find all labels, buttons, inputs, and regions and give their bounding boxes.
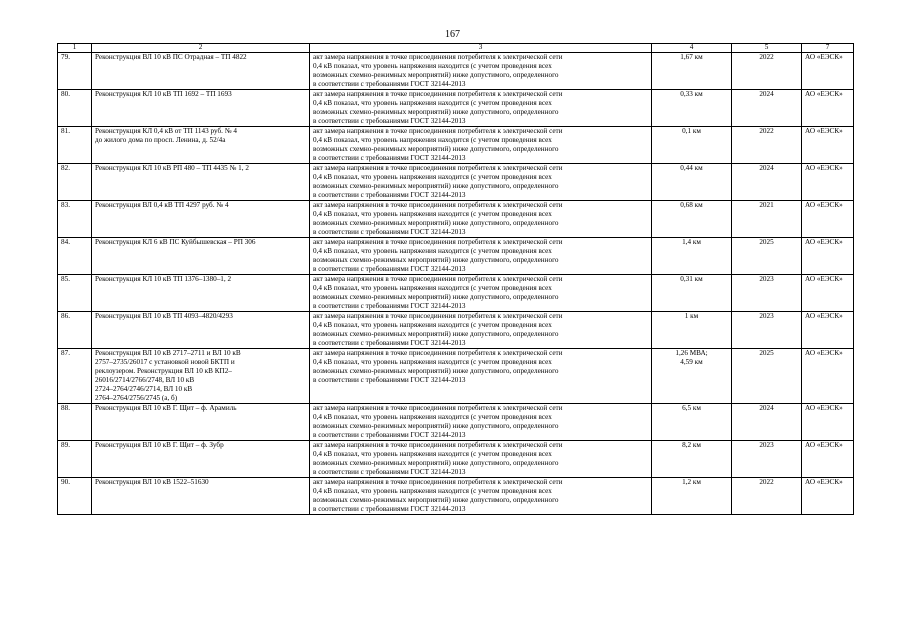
justification-line: возможных схемно-режимных мероприятий) ниже допустимого, определенного xyxy=(313,218,559,227)
organization-cell: АО «ЕЭСК» xyxy=(802,348,854,403)
object-name-line: 2757–2735/26017 с установкой новой БКТП и xyxy=(95,357,235,366)
justification-line: возможных схемно-режимных мероприятий) ниже допустимого, определенного xyxy=(313,292,559,301)
row-number-cell: 79. xyxy=(58,52,92,89)
table-row xyxy=(58,311,854,348)
object-name-cell xyxy=(92,440,310,477)
table-row xyxy=(58,126,854,163)
table-row xyxy=(58,89,854,126)
justification-line: 0,4 кВ показал, что уровень напряжения находится (с учетом проведения всех xyxy=(313,320,552,329)
justification-line: возможных схемно-режимных мероприятий) ниже допустимого, определенного xyxy=(313,107,559,116)
object-name-line: Реконструкция ВЛ 10 кВ 2717–2711 и ВЛ 10 кВ xyxy=(95,348,241,357)
object-name-line: 2724–2764/2746/2714, ВЛ 10 кВ xyxy=(95,384,193,393)
row-number-cell: 87. xyxy=(58,348,92,403)
object-name-line: реклоузером. Реконструкция ВЛ 10 кВ КП2– xyxy=(95,366,232,375)
column-header-2: 2 xyxy=(92,44,310,53)
justification-line: 0,4 кВ показал, что уровень напряжения находится (с учетом проведения всех xyxy=(313,449,552,458)
organization-cell: АО «ЕЭСК» xyxy=(802,477,854,514)
row-number-cell: 89. xyxy=(58,440,92,477)
justification-cell xyxy=(310,163,652,200)
justification-cell xyxy=(310,200,652,237)
object-name-line: Реконструкция КЛ 10 кВ ТП 1376–1380–1, 2 xyxy=(95,274,232,283)
column-header-1: 1 xyxy=(58,44,92,53)
justification-line: возможных схемно-режимных мероприятий) ниже допустимого, определенного xyxy=(313,181,559,190)
capacity-line: 1,26 МВА; xyxy=(675,348,708,357)
justification-line: 0,4 кВ показал, что уровень напряжения находится (с учетом проведения всех xyxy=(313,61,552,70)
capacity-cell xyxy=(652,403,732,440)
table-row xyxy=(58,274,854,311)
row-number-cell: 82. xyxy=(58,163,92,200)
row-number-cell: 85. xyxy=(58,274,92,311)
table-row xyxy=(58,440,854,477)
row-number-cell: 83. xyxy=(58,200,92,237)
column-number-row xyxy=(58,44,854,53)
organization-cell: АО «ЕЭСК» xyxy=(802,52,854,89)
organization-cell: АО «ЕЭСК» xyxy=(802,89,854,126)
year-cell: 2023 xyxy=(732,311,802,348)
capacity-line: 0,44 км xyxy=(680,163,703,172)
justification-line: возможных схемно-режимных мероприятий) ниже допустимого, определенного xyxy=(313,144,559,153)
capacity-cell xyxy=(652,440,732,477)
justification-line: в соответствии с требованиями ГОСТ 32144-2013 xyxy=(313,430,466,439)
row-number-cell: 88. xyxy=(58,403,92,440)
organization-cell: АО «ЕЭСК» xyxy=(802,311,854,348)
justification-line: возможных схемно-режимных мероприятий) ниже допустимого, определенного xyxy=(313,255,559,264)
capacity-cell xyxy=(652,311,732,348)
justification-cell xyxy=(310,477,652,514)
justification-line: возможных схемно-режимных мероприятий) ниже допустимого, определенного xyxy=(313,329,559,338)
capacity-line: 0,31 км xyxy=(680,274,703,283)
object-name-cell xyxy=(92,126,310,163)
object-name-cell xyxy=(92,348,310,403)
row-number-cell: 81. xyxy=(58,126,92,163)
justification-line: акт замера напряжения в точке присоединения потребителя к электрической сети xyxy=(313,52,563,61)
justification-line: акт замера напряжения в точке присоединения потребителя к электрической сети xyxy=(313,163,563,172)
organization-cell: АО «ЕЭСК» xyxy=(802,126,854,163)
object-name-cell xyxy=(92,237,310,274)
object-name-cell xyxy=(92,274,310,311)
justification-line: в соответствии с требованиями ГОСТ 32144-2013 xyxy=(313,227,466,236)
column-header-3: 3 xyxy=(310,44,652,53)
justification-line: возможных схемно-режимных мероприятий) ниже допустимого, определенного xyxy=(313,458,559,467)
justification-cell xyxy=(310,311,652,348)
row-number-cell: 80. xyxy=(58,89,92,126)
capacity-cell xyxy=(652,200,732,237)
year-cell: 2024 xyxy=(732,163,802,200)
capacity-cell xyxy=(652,477,732,514)
justification-line: в соответствии с требованиями ГОСТ 32144-2013 xyxy=(313,79,466,88)
year-cell: 2022 xyxy=(732,126,802,163)
table-body xyxy=(58,52,854,514)
justification-line: 0,4 кВ показал, что уровень напряжения находится (с учетом проведения всех xyxy=(313,135,552,144)
year-cell: 2024 xyxy=(732,403,802,440)
justification-line: в соответствии с требованиями ГОСТ 32144-2013 xyxy=(313,338,466,347)
capacity-cell xyxy=(652,52,732,89)
justification-line: в соответствии с требованиями ГОСТ 32144-2013 xyxy=(313,504,466,513)
table-row xyxy=(58,348,854,403)
justification-line: в соответствии с требованиями ГОСТ 32144-2013 xyxy=(313,153,466,162)
object-name-line: Реконструкция КЛ 0,4 кВ от ТП 1143 руб. № 4 xyxy=(95,126,238,135)
year-cell: 2021 xyxy=(732,200,802,237)
capacity-line: 1,4 км xyxy=(682,237,701,246)
justification-line: акт замера напряжения в точке присоединения потребителя к электрической сети xyxy=(313,403,563,412)
justification-line: 0,4 кВ показал, что уровень напряжения находится (с учетом проведения всех xyxy=(313,209,552,218)
object-name-line: Реконструкция КЛ 6 кВ ПС Куйбышевская – РП 306 xyxy=(95,237,256,246)
capacity-cell xyxy=(652,237,732,274)
column-header-5: 5 xyxy=(732,44,802,53)
object-name-cell xyxy=(92,163,310,200)
organization-cell: АО «ЕЭСК» xyxy=(802,440,854,477)
object-name-line: Реконструкция КЛ 10 кВ РП 480 – ТП 4435 № 1, 2 xyxy=(95,163,249,172)
row-number-cell: 84. xyxy=(58,237,92,274)
object-name-cell xyxy=(92,477,310,514)
object-name-line: Реконструкция ВЛ 10 кВ Г. Щит – ф. Зубр xyxy=(95,440,224,449)
justification-line: акт замера напряжения в точке присоединения потребителя к электрической сети xyxy=(313,440,563,449)
justification-line: акт замера напряжения в точке присоединения потребителя к электрической сети xyxy=(313,274,563,283)
object-name-cell xyxy=(92,89,310,126)
justification-line: в соответствии с требованиями ГОСТ 32144-2013 xyxy=(313,375,466,384)
organization-cell: АО «ЕЭСК» xyxy=(802,237,854,274)
year-cell: 2022 xyxy=(732,477,802,514)
object-name-line: 26016/2714/2766/2748, ВЛ 10 кВ xyxy=(95,375,195,384)
capacity-line: 1,67 км xyxy=(680,52,703,61)
capacity-cell xyxy=(652,163,732,200)
organization-cell: АО «ЕЭСК» xyxy=(802,274,854,311)
justification-line: 0,4 кВ показал, что уровень напряжения находится (с учетом проведения всех xyxy=(313,172,552,181)
justification-line: акт замера напряжения в точке присоединения потребителя к электрической сети xyxy=(313,89,563,98)
capacity-line: 0,68 км xyxy=(680,200,703,209)
justification-line: акт замера напряжения в точке присоединения потребителя к электрической сети xyxy=(313,477,563,486)
justification-line: акт замера напряжения в точке присоединения потребителя к электрической сети xyxy=(313,348,563,357)
justification-cell xyxy=(310,237,652,274)
year-cell: 2025 xyxy=(732,348,802,403)
object-name-line: до жилого дома по просп. Ленина, д. 52/4а xyxy=(95,135,226,144)
object-name-line: Реконструкция ВЛ 0,4 кВ ТП 4297 руб. № 4 xyxy=(95,200,229,209)
capacity-cell xyxy=(652,126,732,163)
object-name-cell xyxy=(92,52,310,89)
justification-line: в соответствии с требованиями ГОСТ 32144-2013 xyxy=(313,301,466,310)
row-number-cell: 90. xyxy=(58,477,92,514)
justification-line: в соответствии с требованиями ГОСТ 32144-2013 xyxy=(313,264,466,273)
object-name-line: Реконструкция ВЛ 10 кВ 1522–51630 xyxy=(95,477,209,486)
capacity-line: 4,59 км xyxy=(680,357,703,366)
justification-cell xyxy=(310,126,652,163)
justification-line: возможных схемно-режимных мероприятий) ниже допустимого, определенного xyxy=(313,366,559,375)
table-row xyxy=(58,237,854,274)
justification-line: акт замера напряжения в точке присоединения потребителя к электрической сети xyxy=(313,200,563,209)
justification-line: в соответствии с требованиями ГОСТ 32144-2013 xyxy=(313,116,466,125)
justification-line: в соответствии с требованиями ГОСТ 32144-2013 xyxy=(313,190,466,199)
capacity-line: 1 км xyxy=(684,311,699,320)
organization-cell: АО «ЕЭСК» xyxy=(802,403,854,440)
table-row xyxy=(58,477,854,514)
justification-line: 0,4 кВ показал, что уровень напряжения находится (с учетом проведения всех xyxy=(313,412,552,421)
object-name-line: 2764–2764/2756/2745 (а, б) xyxy=(95,393,178,402)
row-number-cell: 86. xyxy=(58,311,92,348)
object-name-cell xyxy=(92,403,310,440)
table-row xyxy=(58,52,854,89)
object-name-line: Реконструкция ВЛ 10 кВ Г. Щит – ф. Арамиль xyxy=(95,403,237,412)
capacity-line: 0,1 км xyxy=(682,126,701,135)
capacity-cell xyxy=(652,274,732,311)
justification-cell xyxy=(310,348,652,403)
justification-line: акт замера напряжения в точке присоединения потребителя к электрической сети xyxy=(313,126,563,135)
justification-cell xyxy=(310,52,652,89)
justification-line: возможных схемно-режимных мероприятий) ниже допустимого, определенного xyxy=(313,70,559,79)
year-cell: 2022 xyxy=(732,52,802,89)
capacity-line: 8,2 км xyxy=(682,440,701,449)
justification-line: возможных схемно-режимных мероприятий) ниже допустимого, определенного xyxy=(313,421,559,430)
capacity-cell xyxy=(652,348,732,403)
justification-line: акт замера напряжения в точке присоединения потребителя к электрической сети xyxy=(313,311,563,320)
year-cell: 2023 xyxy=(732,440,802,477)
justification-line: 0,4 кВ показал, что уровень напряжения находится (с учетом проведения всех xyxy=(313,486,552,495)
justification-cell xyxy=(310,440,652,477)
year-cell: 2025 xyxy=(732,237,802,274)
capacity-line: 6,5 км xyxy=(682,403,701,412)
capacity-line: 1,2 км xyxy=(682,477,701,486)
table-row xyxy=(58,200,854,237)
year-cell: 2023 xyxy=(732,274,802,311)
justification-cell xyxy=(310,89,652,126)
justification-line: возможных схемно-режимных мероприятий) ниже допустимого, определенного xyxy=(313,495,559,504)
table-row xyxy=(58,163,854,200)
justification-cell xyxy=(310,403,652,440)
justification-line: в соответствии с требованиями ГОСТ 32144-2013 xyxy=(313,467,466,476)
justification-line: акт замера напряжения в точке присоединения потребителя к электрической сети xyxy=(313,237,563,246)
justification-line: 0,4 кВ показал, что уровень напряжения находится (с учетом проведения всех xyxy=(313,98,552,107)
object-name-line: Реконструкция КЛ 10 кВ ТП 1692 – ТП 1693 xyxy=(95,89,232,98)
year-cell: 2024 xyxy=(732,89,802,126)
object-name-line: Реконструкция ВЛ 10 кВ ТП 4093–4820/4293 xyxy=(95,311,233,320)
object-name-cell xyxy=(92,311,310,348)
organization-cell: АО «ЕЭСК» xyxy=(802,163,854,200)
justification-line: 0,4 кВ показал, что уровень напряжения находится (с учетом проведения всех xyxy=(313,246,552,255)
table-row xyxy=(58,403,854,440)
organization-cell: АО «ЕЭСК» xyxy=(802,200,854,237)
page-number: 167 xyxy=(445,29,460,40)
justification-cell xyxy=(310,274,652,311)
justification-line: 0,4 кВ показал, что уровень напряжения находится (с учетом проведения всех xyxy=(313,357,552,366)
object-name-line: Реконструкция ВЛ 10 кВ ПС Отрадная – ТП 4822 xyxy=(95,52,247,61)
column-header-4: 4 xyxy=(652,44,732,53)
column-header-7: 7 xyxy=(802,44,854,53)
object-name-cell xyxy=(92,200,310,237)
justification-line: 0,4 кВ показал, что уровень напряжения находится (с учетом проведения всех xyxy=(313,283,552,292)
reconstruction-table xyxy=(57,43,854,515)
capacity-cell xyxy=(652,89,732,126)
capacity-line: 0,33 км xyxy=(680,89,703,98)
